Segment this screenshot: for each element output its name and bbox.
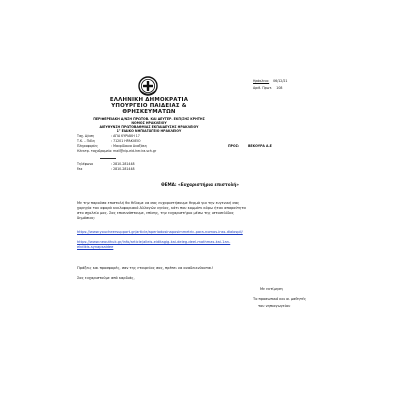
department-line: ΝΟΜΟΣ ΗΡΑΚΛΕΙΟΥ xyxy=(131,120,167,125)
department-line: ΠΕΡΙΦΕΡΕΙΑΚΗ Δ/ΝΣΗ ΠΡΩΤΟΒ. ΚΑΙ ΔΕΥΤΕΡ. ΕΚΠ/ΣΗΣ ΚΡΗΤΗΣ xyxy=(93,116,205,121)
body-text-line: χορηγία του αφορά κυκλοφοριακό Αλλαγών υγείας, κάτι που κομμάτι κόρω ήταν απαραίτητα xyxy=(77,206,246,210)
ministry-title: ΥΠΟΥΡΓΕΙΟ ΠΑΙΔΕΙΑΣ & xyxy=(111,103,187,109)
signature-line: του νηπιαγωγείου xyxy=(258,304,291,308)
protocol-label: Αριθ. Πρωτ. xyxy=(253,86,273,90)
article-link-2-continued[interactable]: ekdikis-synapsaidee xyxy=(77,245,114,249)
signature-line: Το προσωπικό και οι μαθητές xyxy=(253,297,307,301)
protocol-number: 108 xyxy=(276,86,283,90)
phone-value: : 2810-281448 xyxy=(111,162,135,166)
date-line xyxy=(253,79,287,83)
fax-value: : 2810-281448 xyxy=(111,167,135,171)
phone-label: Τηλέφωνο xyxy=(77,162,94,166)
contact-email-label: Ηλεκτρ. ταχυδρομείο xyxy=(77,149,112,153)
country-title: ΕΛΛΗΝΙΚΗ ΔΗΜΟΚΡΑΤΙΑ xyxy=(109,97,189,103)
greek-coat-of-arms-icon xyxy=(138,76,158,96)
contact-info-label: Πληροφορίες xyxy=(77,144,99,148)
date-label: Ηράκλειο: xyxy=(253,79,270,83)
date-value: 06/12/21 xyxy=(273,79,288,83)
contact-address-value: : ΑΓΙΑ ΚΥΡΙΑΚΗ 17 xyxy=(111,134,140,138)
department-line: ΔΙΕΥΘΥΝΣΗ ΠΡΩΤΟΒΑΘΜΙΑΣ ΕΚΠΑΙΔΕΥΣΗΣ ΗΡΑΚΛΕΙΟΥ xyxy=(99,124,199,129)
fax-label: Fax xyxy=(77,167,83,171)
contact-address-label: Ταχ. Δ/νση xyxy=(77,134,94,138)
recipient-label: ΠΡΟΣ: xyxy=(228,144,240,148)
thanks-line: Σας ευχαριστούμε από καρδιάς, xyxy=(77,276,135,280)
contact-city-value: : 71201 ΗΡΑΚΛΕΙΟ xyxy=(111,139,141,143)
body-text-line: Πράξεις και προσφορές, σαν της εταιρείας σας, πρέπει να αναδεικνύονται! xyxy=(77,266,214,270)
separator-line xyxy=(100,158,116,159)
body-text-line: δημόσιας: xyxy=(77,216,96,220)
contact-email-value: : mail@nip-eid-her.ira.sch.gr xyxy=(111,149,157,153)
article-link-1[interactable]: https://www.youcheersupport.gr/article/aperiodosinaposimmetric-para-nomos-inss-dialospil/ xyxy=(77,230,243,234)
body-text-line: στο σχολείο μας. Σας επισυνάπτουμε, επίσης, την ευχαριστήριο μέσω της ιστοσελίδας xyxy=(77,211,234,215)
recipient-name: ΒΕΚΟΥΡΑ Α.Ε xyxy=(248,144,272,148)
school-name: 1° ΕΙΔΙΚΟ ΝΗΠΙΑΓΩΓΕΙΟ ΗΡΑΚΛΕΙΟΥ xyxy=(116,128,182,133)
contact-city-label: Τ.Κ. – Πόλη xyxy=(77,139,95,143)
contact-info-value: : Μαυρίδαινα Αναξάκη xyxy=(111,144,147,148)
signature-closing: Με εκτίμηση xyxy=(260,287,283,291)
subject-title: ΘΕΜΑ: «Ευχαριστήρια επιστολή» xyxy=(161,182,239,187)
article-link-2[interactable]: https://www.neouthuk.gr/info/article/alleis-eiditagig-kai-deleg-deel-mathmas-kai-1an- xyxy=(77,240,231,244)
body-text-line: Με την παρούσα επιστολή θα θέλαμε να σας ευχαριστήσουμε θερμά για την ευγενική σας xyxy=(77,201,240,205)
ministry-title-line2: ΘΡΗΣΚΕΥΜΑΤΩΝ xyxy=(122,109,176,115)
protocol-number-line xyxy=(253,86,282,90)
